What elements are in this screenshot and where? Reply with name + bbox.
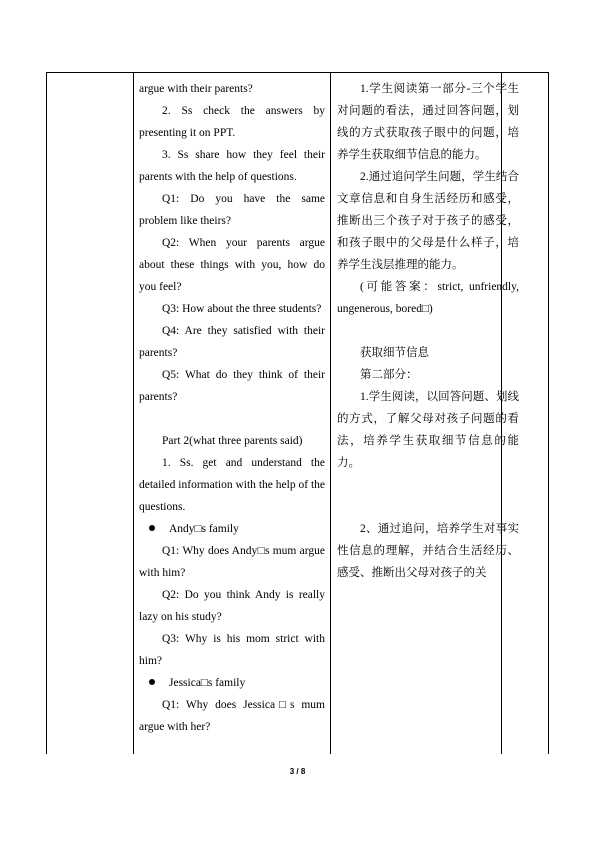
intent-heading: 第二部分： (360, 369, 418, 381)
bullet-item (139, 518, 325, 540)
question-line: Q4: Are they satisfied with their parents? (139, 325, 325, 359)
intent-paragraph: (可能答案：strict, unfriendly, ungenerous, bored□) (337, 281, 519, 315)
bullet-item (139, 672, 325, 694)
bullet-text: Jessica□s family (169, 677, 246, 689)
activity-line: 3. Ss share how they feel their parents with the help of questions. (139, 149, 325, 183)
bullet-text: Andy□s family (169, 523, 239, 535)
table-divider-2 (330, 72, 331, 754)
activity-line: argue with their parents? (139, 83, 253, 95)
activity-line: 2. Ss check the answers by presenting it on PPT. (139, 105, 325, 139)
bullet-icon (149, 679, 155, 685)
question-line: Q3: Why is his mom strict with him? (139, 633, 325, 667)
question-line: Q1: Why does Andy□s mum argue with him? (139, 545, 325, 579)
question-line: Q5: What do they think of their parents? (139, 369, 325, 403)
section-heading: Part 2(what three parents said) (162, 435, 303, 447)
table-divider-1 (133, 72, 134, 754)
table-top-border (46, 72, 549, 73)
intent-paragraph: 1.学生阅读第一部分-三个学生对问题的看法，通过回答问题，划线的方式获取孩子眼中的问题，培养学生获取细节信息的能力。 (337, 83, 519, 161)
activity-column (139, 78, 325, 738)
bullet-icon (149, 525, 155, 531)
question-line: Q2: Do you think Andy is really lazy on his study? (139, 589, 325, 623)
table-border-right (548, 72, 549, 754)
question-line: Q1: Why does Jessica□s mum argue with her? (139, 699, 325, 733)
intent-paragraph: 1.学生阅读，以回答问题、划线的方式，了解父母对孩子问题的看法，培养学生获取细节信息的能力。 (337, 391, 519, 469)
question-line: Q3: How about the three students? (162, 303, 322, 315)
intent-paragraph: 2、通过追问，培养学生对事实性信息的理解，并结合生活经历、感受、推断出父母对孩子的关 (337, 523, 519, 579)
question-line: Q1: Do you have the same problem like theirs? (139, 193, 325, 227)
page-number: 3 / 8 (289, 767, 306, 776)
activity-line: 1. Ss. get and understand the detailed information with the help of the questions. (139, 457, 325, 513)
intent-heading: 获取细节信息 (360, 347, 429, 359)
question-line: Q2: When your parents argue about these things with you, how do you feel? (139, 237, 325, 293)
lesson-table (46, 72, 549, 754)
intent-paragraph: 2.通过追问学生问题，学生结合文章信息和自身生活经历和感受，推断出三个孩子对于孩子的感受，和孩子眼中的父母是什么样子，培养学生浅层推理的能力。 (337, 171, 519, 271)
table-border-left (46, 72, 47, 754)
intent-column (337, 78, 519, 584)
